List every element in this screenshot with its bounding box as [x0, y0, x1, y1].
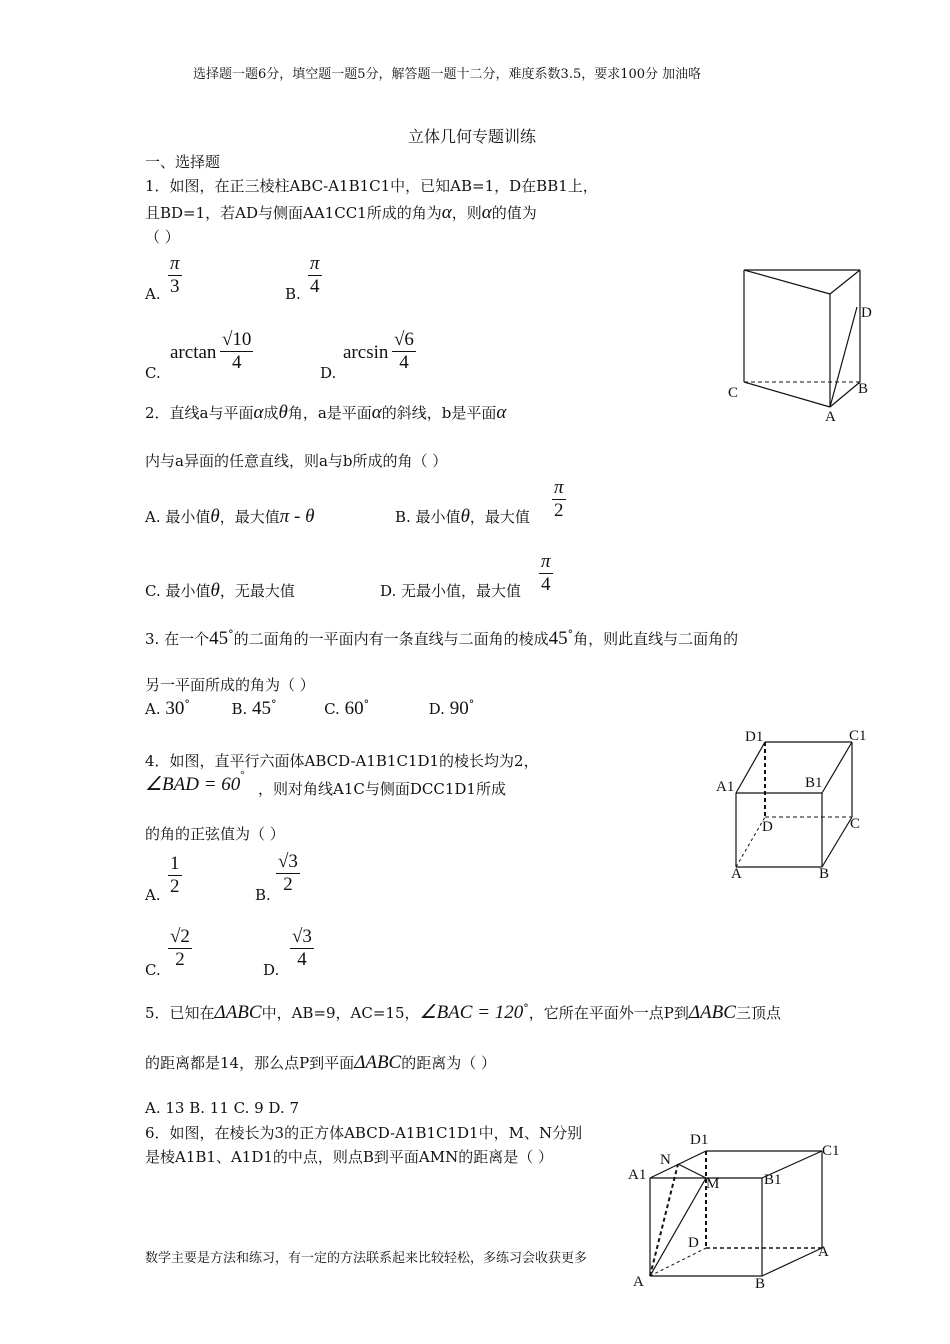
q1-option-b-value: $\frac{\pi}{4}$ [310, 253, 320, 297]
q4-fig-label-a1: A1 [716, 779, 735, 795]
q6-cube-figure [622, 1126, 852, 1292]
q4-option-a-value: $\frac{1}{2}$ [170, 853, 180, 897]
q4-option-b-label: B. [255, 886, 271, 904]
q4-option-d-label: D. [263, 961, 280, 979]
q5-options: A. 13 B. 11 C. 9 D. 7 [145, 1099, 299, 1117]
q4-option-c-value: $\frac{√2}{2}$ [170, 926, 190, 970]
q3-line1: 3. 在一个45°的二面角的一平面内有一条直线与二面角的棱成45°角，则此直线与二面角的 [145, 628, 739, 649]
q1-option-c-label: C. [145, 364, 161, 382]
q6-fig-label-b1: B1 [764, 1172, 782, 1188]
q4-option-a-label: A. [145, 886, 161, 904]
q6-fig-label-b: B [755, 1276, 766, 1292]
q1-option-c-func: arctan [170, 342, 217, 363]
q2-line2: 内与a异面的任意直线，则a与b所成的角（ ） [145, 452, 448, 470]
q1-line2: 且BD=1，若AD与侧面AA1CC1所成的角为α，则α的值为 [145, 202, 537, 223]
q1-line1: 1．如图，在正三棱柱ABC-A1B1C1中，已知AB=1，D在BB1上， [145, 177, 598, 195]
q2-option-b-value: $\frac{\pi}{2}$ [554, 477, 564, 521]
q2-option-a: A. 最小值θ，最大值π - θ [145, 506, 315, 527]
q6-fig-label-a: A [633, 1274, 644, 1290]
q1-option-d-label: D. [320, 364, 337, 382]
q2-option-b: B. 最小值θ，最大值 [395, 506, 530, 527]
q4-line3: 的角的正弦值为（ ） [145, 825, 285, 843]
page-title: 立体几何专题训练 [408, 127, 537, 146]
q6-fig-label-m: M [706, 1176, 720, 1192]
q4-option-b-value: $\frac{√3}{2}$ [278, 851, 298, 895]
q2-option-d: D. 无最小值，最大值 [380, 582, 522, 600]
q4-fig-label-c: C [850, 816, 861, 832]
footer-note: 数学主要是方法和练习，有一定的方法联系起来比较轻松，多练习会收获更多 [145, 1251, 588, 1266]
header-note: 选择题一题6分，填空题一题5分，解答题一题十二分，难度系数3.5，要求100分 加油咯 [193, 67, 702, 82]
q4-angle: ∠BAD = 60° [145, 769, 245, 795]
q4-option-d-value: $\frac{√3}{4}$ [292, 926, 312, 970]
q4-parallelepiped-figure [712, 724, 882, 884]
q4-fig-label-c1: C1 [849, 728, 867, 744]
q3-options: A. 30° B. 45° C. 60° D. 90° [145, 698, 475, 719]
q5-line1: 5．已知在ΔABC中，AB=9，AC=15，∠BAC = 120°，它所在平面外一点P到ΔABC三顶点 [145, 1002, 781, 1023]
q1-option-d-frac: $\frac{√6}{4}$ [394, 329, 414, 373]
q4-line2: ，则对角线A1C与侧面DCC1D1所成 [258, 780, 506, 798]
q1-option-a-value: $\frac{\pi}{3}$ [170, 253, 180, 297]
q1-option-c-frac: $\frac{√10}{4}$ [222, 329, 252, 373]
q1-answer-paren: （ ） [145, 228, 180, 246]
q4-fig-label-a: A [731, 866, 742, 882]
q1-option-a-label: A. [145, 285, 161, 303]
q1-fig-label-c: C [728, 385, 739, 401]
q3-line2: 另一平面所成的角为（ ） [145, 676, 315, 694]
q4-fig-label-d1: D1 [745, 729, 764, 745]
q2-line1: 2．直线a与平面α成θ角，a是平面α的斜线，b是平面α [145, 402, 507, 423]
q4-fig-label-b: B [819, 866, 830, 882]
q6-line1: 6．如图，在棱长为3的正方体ABCD-A1B1C1D1中，M、N分别 [145, 1124, 583, 1142]
q2-option-c: C. 最小值θ，无最大值 [145, 580, 295, 601]
q4-line1: 4．如图，直平行六面体ABCD-A1B1C1D1的棱长均为2， [145, 752, 539, 770]
q6-fig-label-n: N [660, 1152, 671, 1168]
q6-fig-label-a1: A1 [628, 1167, 647, 1183]
q1-fig-label-b: B [858, 381, 869, 397]
q1-prism-figure [720, 262, 880, 427]
q6-fig-label-c1: C1 [822, 1143, 840, 1159]
q6-fig-label-d: D [688, 1235, 699, 1251]
q2-option-d-value: $\frac{\pi}{4}$ [541, 551, 551, 595]
q4-fig-label-b1: B1 [805, 775, 823, 791]
q6-fig-label-a-right: A [818, 1244, 829, 1260]
q1-option-b-label: B. [285, 285, 301, 303]
q1-fig-label-d: D [861, 305, 872, 321]
q1-option-d-func: arcsin [343, 342, 389, 363]
q6-fig-label-d1: D1 [690, 1132, 709, 1148]
q4-fig-label-d: D [762, 819, 773, 835]
q6-line2: 是棱A1B1、A1D1的中点，则点B到平面AMN的距离是（ ） [145, 1148, 553, 1166]
q5-line2: 的距离都是14，那么点P到平面ΔABC的距离为（ ） [145, 1052, 497, 1073]
q4-option-c-label: C. [145, 961, 161, 979]
section-heading: 一、选择题 [145, 153, 221, 171]
q1-fig-label-a: A [825, 409, 836, 425]
